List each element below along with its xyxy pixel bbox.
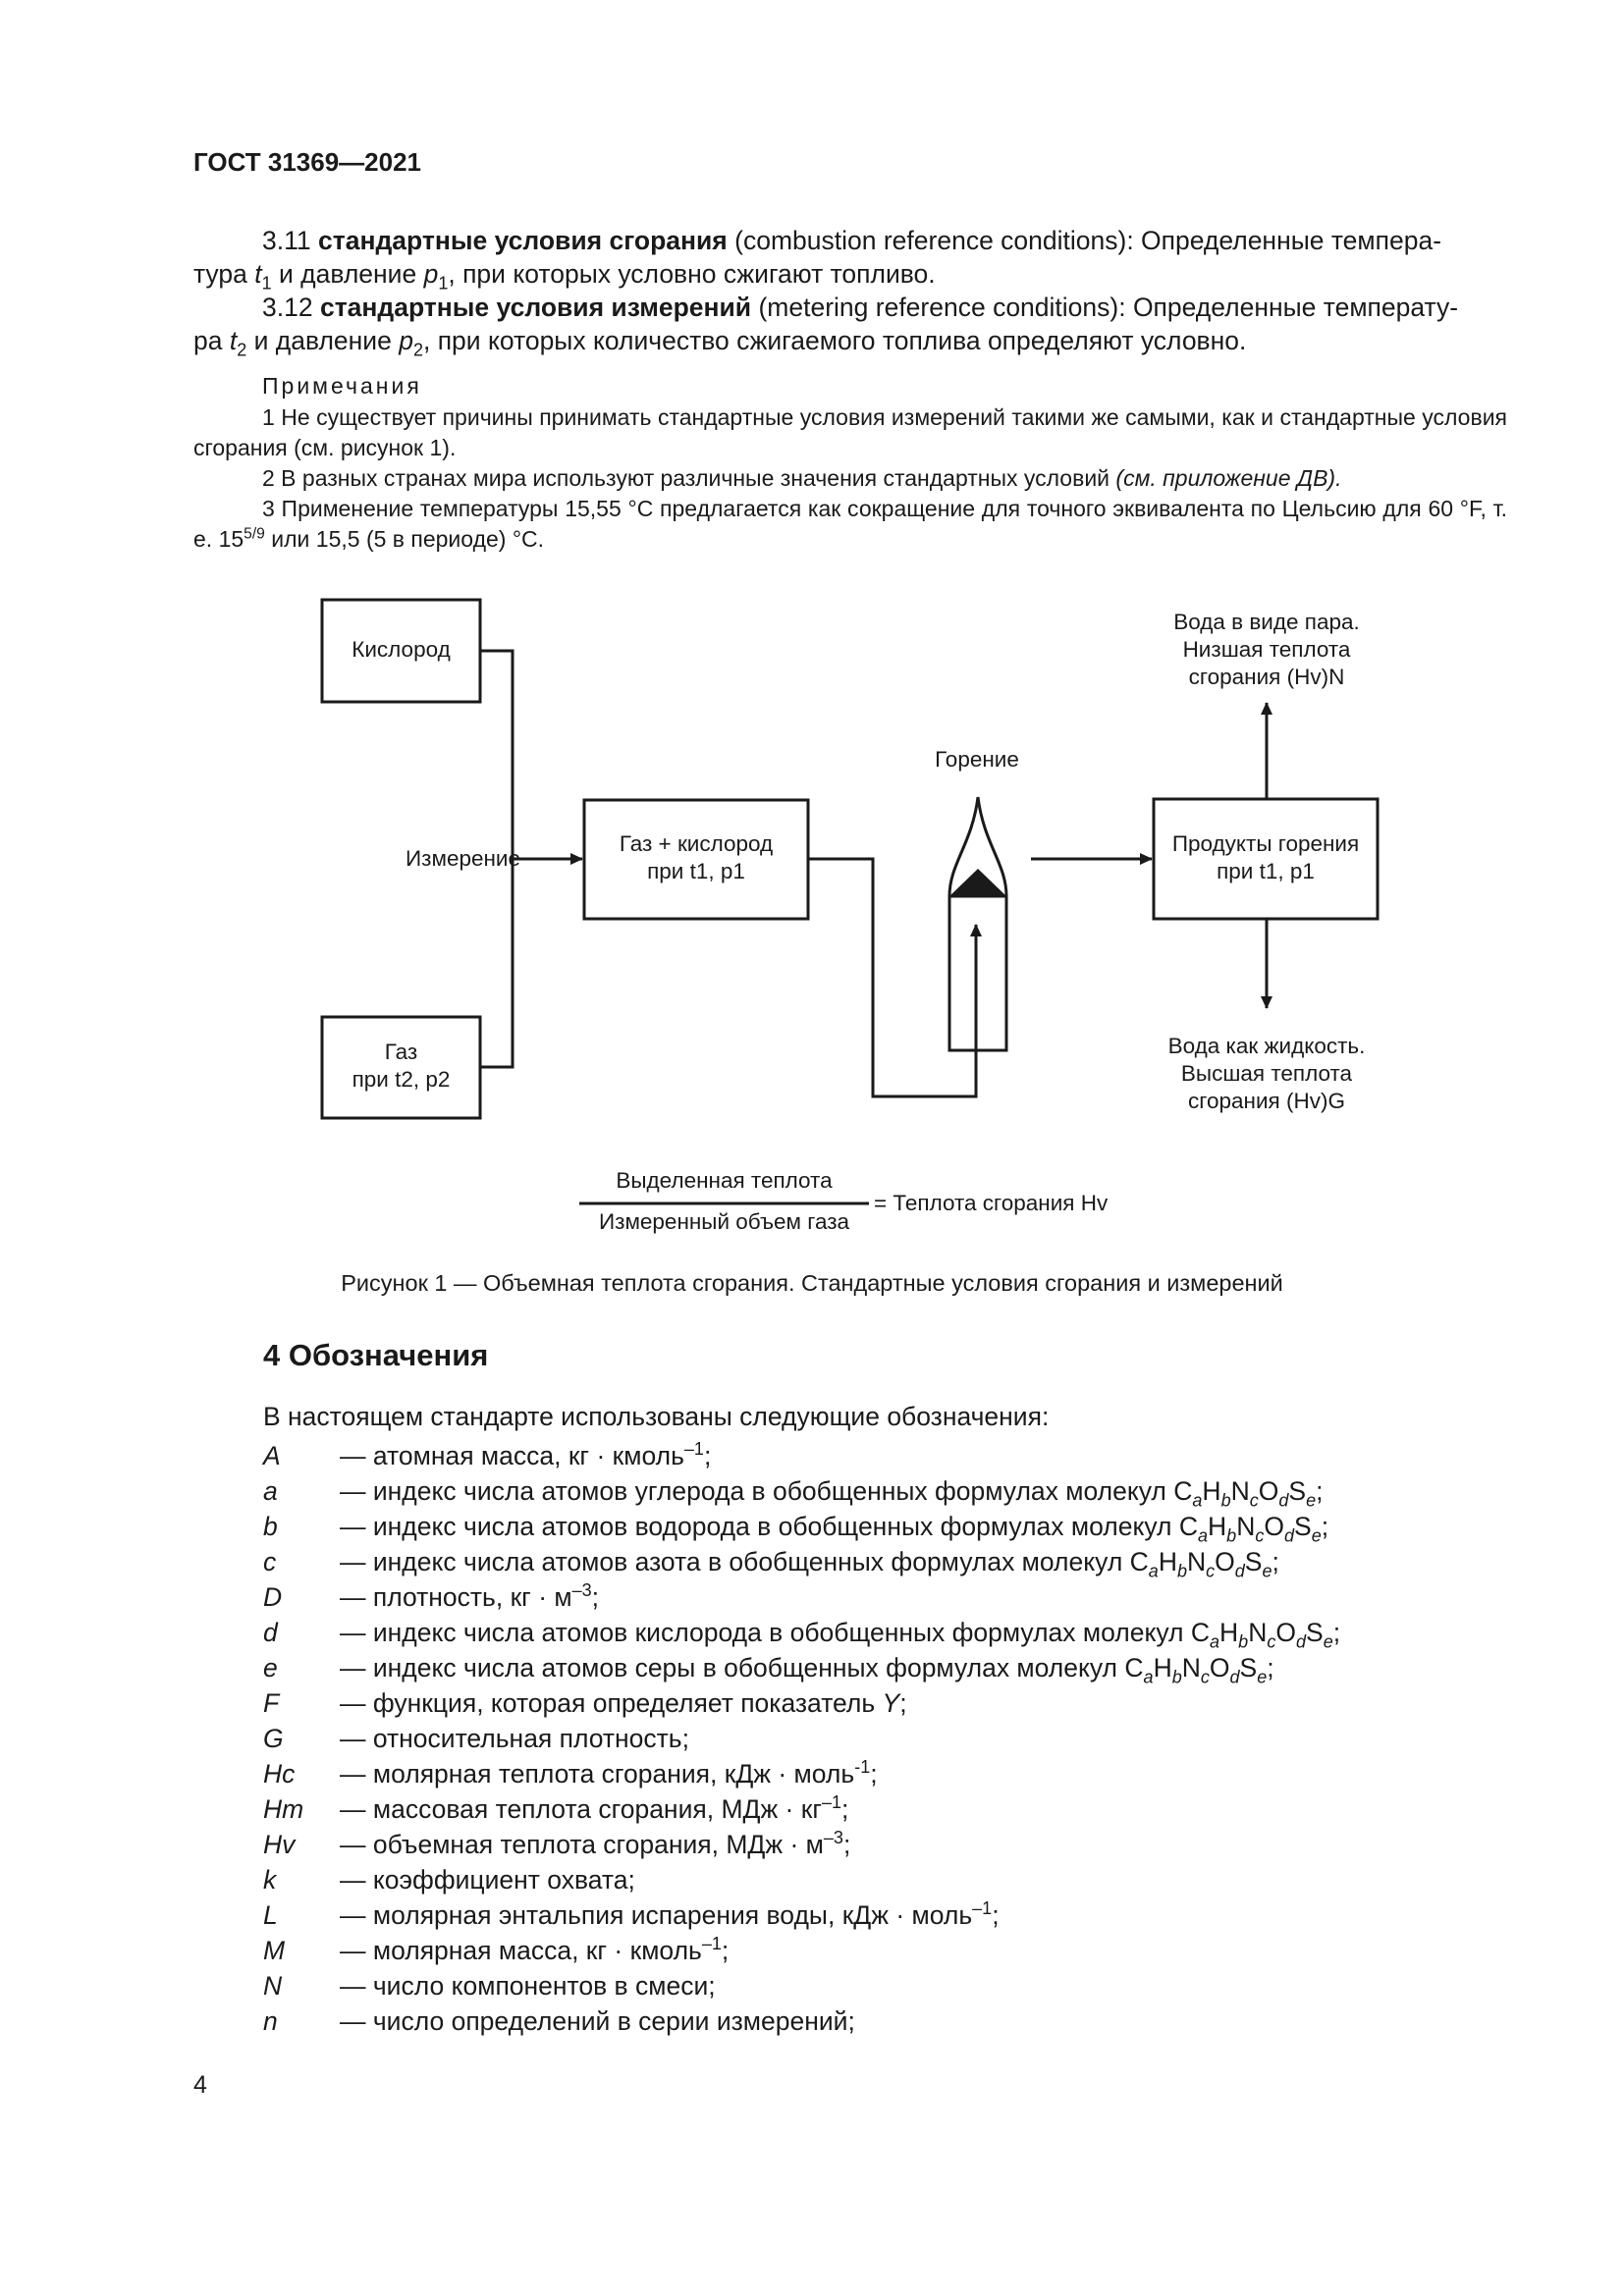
element: C	[1124, 1653, 1144, 1682]
element-index	[1235, 1561, 1245, 1580]
punct: ;	[1272, 1547, 1279, 1576]
element-index	[1238, 1631, 1248, 1651]
element-index	[1230, 1667, 1240, 1686]
element: S	[1294, 1512, 1312, 1541]
element: S	[1239, 1653, 1258, 1682]
clause-term: стандартные условия сгорания	[318, 226, 728, 255]
burner-tube	[949, 896, 1006, 1050]
var-sub: 2	[237, 340, 247, 360]
symbol: Hv	[263, 1830, 296, 1859]
molecule-formula	[1124, 1653, 1268, 1687]
element-index	[1206, 1561, 1215, 1580]
element: C	[1173, 1476, 1193, 1506]
dash: —	[340, 1865, 373, 1895]
index: d	[1278, 1490, 1289, 1511]
notes-title: Примечания	[262, 373, 422, 399]
symbol: A	[263, 1441, 281, 1470]
clause-number: 3.11	[262, 226, 311, 255]
symbol: b	[263, 1512, 278, 1541]
combustion-label: Горение	[935, 747, 1019, 772]
punct: ;	[1332, 1618, 1341, 1647]
exponent: –1	[822, 1792, 842, 1813]
symbol-definition	[340, 1724, 689, 1754]
symbol: d	[263, 1618, 278, 1647]
page-number: 4	[193, 2071, 207, 2099]
symbol: D	[263, 1582, 283, 1612]
var-t: t	[229, 326, 238, 355]
symbol: N	[263, 1971, 283, 2001]
note-2-ref: (см. приложение ДВ).	[1115, 465, 1342, 491]
gas-label: Газ при t2, p2	[352, 1040, 451, 1092]
element-index	[1144, 1667, 1154, 1686]
liquid-label: Вода как жидкость. Высшая теплота сгорания (Hv)G	[1167, 1034, 1366, 1113]
var-p: p	[399, 326, 413, 355]
symbol: n	[263, 2006, 278, 2036]
index: a	[1210, 1631, 1220, 1652]
index: b	[1226, 1525, 1237, 1546]
element: C	[1129, 1547, 1149, 1576]
note-3-sup: 5/9	[244, 525, 265, 543]
index: b	[1220, 1490, 1231, 1511]
symbol-definition	[340, 1441, 711, 1471]
index: d	[1234, 1561, 1245, 1581]
figure-caption: Рисунок 1 — Объемная теплота сгорания. Стандартные условия сгорания и измерений	[341, 1270, 1283, 1296]
exponent: -1	[854, 1757, 871, 1778]
symbol-definition	[340, 1865, 635, 1896]
element: O	[1275, 1618, 1296, 1647]
dash: —	[340, 1830, 373, 1859]
element-index	[1284, 1525, 1294, 1545]
molecule-formula	[1173, 1476, 1317, 1511]
symbol: F	[263, 1688, 280, 1718]
dash: —	[340, 1476, 373, 1506]
definition-text: молярная теплота сгорания, кДж · моль	[372, 1759, 855, 1789]
var-sub: 1	[261, 273, 272, 294]
element: O	[1264, 1512, 1284, 1541]
exponent: –1	[972, 1898, 993, 1919]
definition-text: индекс числа атомов углерода в обобщенных формулах молекул	[372, 1476, 1174, 1506]
definition-text: объемная теплота сгорания, МДж · м	[372, 1830, 824, 1859]
element-index	[1226, 1525, 1236, 1545]
definition-text: относительная плотность;	[372, 1724, 689, 1753]
element-index	[1149, 1561, 1159, 1580]
index: c	[1200, 1667, 1210, 1687]
var-sub: 1	[438, 273, 449, 294]
symbol: G	[263, 1724, 284, 1753]
punct: ;	[703, 1441, 712, 1470]
section-title: 4 Обозначения	[263, 1338, 489, 1372]
note-2-text: 2 В разных странах мира используют различные значения стандартных условий	[262, 465, 1116, 491]
mixture-label: Газ + кислород при t1, p1	[619, 831, 774, 883]
index: a	[1143, 1667, 1154, 1687]
dash: —	[340, 1512, 373, 1541]
element: H	[1219, 1618, 1239, 1647]
punct: ;	[1316, 1476, 1324, 1506]
element: N	[1230, 1476, 1250, 1506]
element-index	[1324, 1631, 1333, 1651]
element-index	[1296, 1631, 1306, 1651]
definition-text: функция, которая определяет показатель	[372, 1688, 883, 1718]
fraction-denominator: Измеренный объем газа	[598, 1209, 850, 1234]
clause-number: 3.12	[262, 293, 313, 322]
symbol-definition	[340, 1759, 878, 1789]
symbol-definition	[340, 1971, 716, 2002]
symbol: Hc	[263, 1759, 296, 1789]
clause-text: и давление	[246, 326, 400, 355]
punct: ;	[870, 1759, 878, 1789]
dash: —	[340, 1971, 373, 2001]
element-index	[1192, 1490, 1202, 1510]
element: O	[1209, 1653, 1230, 1682]
dash: —	[340, 1759, 373, 1789]
punct: ;	[721, 1936, 730, 1965]
element-index	[1257, 1667, 1267, 1686]
index: e	[1323, 1631, 1333, 1652]
symbol-definition	[340, 1936, 729, 1966]
element: N	[1186, 1547, 1207, 1576]
symbol: e	[263, 1653, 278, 1682]
punct: ;	[1321, 1512, 1329, 1541]
exponent: –1	[683, 1439, 704, 1460]
element-index	[1278, 1490, 1288, 1510]
exponent: –1	[701, 1934, 722, 1954]
index: b	[1176, 1561, 1187, 1581]
var-t: t	[254, 259, 262, 289]
molecule-formula	[1129, 1547, 1272, 1581]
punct: ;	[1267, 1653, 1274, 1682]
dash: —	[340, 1441, 373, 1470]
element: H	[1158, 1547, 1177, 1576]
definition-text: атомная масса, кг · кмоль	[372, 1441, 684, 1470]
index: c	[1206, 1561, 1216, 1581]
flame-core-icon	[949, 869, 1006, 896]
definition-text: число компонентов в смеси;	[372, 1971, 716, 2001]
definition-text: массовая теплота сгорания, МДж · кг	[372, 1794, 822, 1824]
exponent: –3	[823, 1828, 843, 1848]
dash: —	[340, 1900, 373, 1930]
symbol-definition	[340, 1512, 1329, 1546]
symbol-definition	[340, 1653, 1274, 1687]
clause-text: ра	[193, 326, 230, 355]
index: b	[1238, 1631, 1249, 1652]
definition-text: плотность, кг · м	[372, 1582, 572, 1612]
element: C	[1178, 1512, 1198, 1541]
index: c	[1267, 1631, 1276, 1652]
dash: —	[340, 1653, 373, 1682]
punct: ;	[899, 1688, 907, 1718]
molecule-formula	[1190, 1618, 1333, 1652]
symbol-definition	[340, 1794, 848, 1825]
symbol-definition	[340, 1547, 1279, 1581]
molecule-formula	[1178, 1512, 1322, 1546]
index: e	[1262, 1561, 1272, 1581]
definition-text: молярная энтальпия испарения воды, кДж · моль	[372, 1900, 973, 1930]
punct: ;	[842, 1830, 851, 1859]
punct: ;	[591, 1582, 600, 1612]
symbol-definition	[340, 2006, 855, 2037]
dash: —	[340, 2006, 373, 2036]
symbol-definition	[340, 1618, 1341, 1652]
index: a	[1148, 1561, 1159, 1581]
index: b	[1171, 1667, 1182, 1687]
element: O	[1258, 1476, 1279, 1506]
clause-english: (metering reference conditions): Определенные температу-	[758, 293, 1459, 322]
note-3-tail: или 15,5 (5 в периоде) °С.	[264, 526, 545, 552]
symbol-definition	[340, 1900, 1000, 1931]
clause-term: стандартные условия измерений	[319, 293, 752, 322]
dash: —	[340, 1582, 373, 1612]
index: c	[1249, 1490, 1259, 1511]
element-index	[1201, 1667, 1210, 1686]
element: N	[1236, 1512, 1256, 1541]
element-index	[1312, 1525, 1322, 1545]
element: N	[1248, 1618, 1268, 1647]
element: C	[1190, 1618, 1210, 1647]
definition-text: индекс числа атомов серы в обобщенных формулах молекул	[372, 1653, 1125, 1682]
element-index	[1262, 1561, 1272, 1580]
oxygen-label: Кислород	[352, 637, 451, 662]
definition-text: молярная масса, кг · кмоль	[372, 1936, 702, 1965]
var-p: p	[423, 259, 439, 289]
element: H	[1208, 1512, 1227, 1541]
symbol-definition	[340, 1582, 599, 1613]
dash: —	[340, 1794, 373, 1824]
element: H	[1202, 1476, 1221, 1506]
symbol-definition	[340, 1476, 1324, 1511]
symbol-definition	[340, 1688, 907, 1719]
index: d	[1229, 1667, 1240, 1687]
index: a	[1192, 1490, 1203, 1511]
definition-text: коэффициент охвата;	[372, 1865, 635, 1895]
clause-english: (combustion reference conditions): Определенные темпера-	[734, 226, 1442, 255]
dash: —	[340, 1547, 373, 1576]
clause-text: и давление	[271, 259, 424, 289]
element-index	[1210, 1631, 1219, 1651]
element: N	[1181, 1653, 1201, 1682]
note-1: 1 Не существует причины принимать стандартные условия измерений такими же самыми, как и стандартные условия сгорания (см. рисунок 1).	[193, 404, 1507, 460]
element-index	[1306, 1490, 1316, 1510]
symbol: k	[263, 1865, 277, 1895]
fraction-numerator: Выделенная теплота	[616, 1168, 833, 1193]
symbol-definition	[340, 1830, 850, 1860]
definition-text: индекс числа атомов азота в обобщенных формулах молекул	[372, 1547, 1130, 1576]
symbol: L	[263, 1900, 278, 1930]
index: e	[1306, 1490, 1317, 1511]
index: e	[1311, 1525, 1322, 1546]
element-index	[1255, 1525, 1264, 1545]
element-index	[1250, 1490, 1259, 1510]
clause-text: тура	[193, 259, 255, 289]
symbol: Hm	[263, 1794, 304, 1824]
fraction-result: = Теплота сгорания Hv	[874, 1191, 1109, 1215]
punct: ;	[841, 1794, 849, 1824]
element: S	[1306, 1618, 1324, 1647]
products-label: Продукты горения при t1, p1	[1171, 831, 1360, 883]
element: O	[1215, 1547, 1235, 1576]
dash: —	[340, 1936, 373, 1965]
element: S	[1288, 1476, 1307, 1506]
index: a	[1198, 1525, 1209, 1546]
clause-text: , при которых количество сжигаемого топлива определяют условно.	[422, 326, 1247, 355]
definition-text: индекс числа атомов водорода в обобщенных формулах молекул	[372, 1512, 1179, 1541]
element-index	[1267, 1631, 1275, 1651]
dash: —	[340, 1688, 373, 1718]
punct: ;	[992, 1900, 1000, 1930]
definition-text: индекс числа атомов кислорода в обобщенных формулах молекул	[372, 1618, 1191, 1647]
element: S	[1244, 1547, 1263, 1576]
var-sub: 2	[412, 340, 423, 360]
dash: —	[340, 1618, 373, 1647]
element-index	[1221, 1490, 1231, 1510]
symbol: M	[263, 1936, 286, 1965]
note-3-text: 3 Применение температуры 15,55 °С предлагается как сокращение для точного эквивалента по Цельсию для 60 °F, т. е. 15	[193, 496, 1507, 552]
element-index	[1177, 1561, 1187, 1580]
measure-label: Измерение	[405, 846, 520, 871]
element: H	[1153, 1653, 1172, 1682]
index: e	[1257, 1667, 1268, 1687]
exponent: –3	[571, 1580, 592, 1601]
element-index	[1198, 1525, 1208, 1545]
vapour-label: Вода в виде пара. Низшая теплота сгорания (Hv)N	[1173, 610, 1360, 689]
clause-text: , при которых условно сжигают топливо.	[448, 259, 936, 289]
index: d	[1295, 1631, 1307, 1652]
section-intro: В настоящем стандарте использованы следующие обозначения:	[263, 1402, 1050, 1431]
definition-text: число определений в серии измерений;	[372, 2006, 855, 2036]
element-index	[1172, 1667, 1182, 1686]
variable: Y	[882, 1688, 900, 1718]
document-code: ГОСТ 31369—2021	[193, 147, 421, 177]
index: c	[1255, 1525, 1265, 1546]
dash: —	[340, 1724, 373, 1753]
symbol: a	[263, 1476, 278, 1506]
symbol: c	[263, 1547, 277, 1576]
index: d	[1283, 1525, 1295, 1546]
